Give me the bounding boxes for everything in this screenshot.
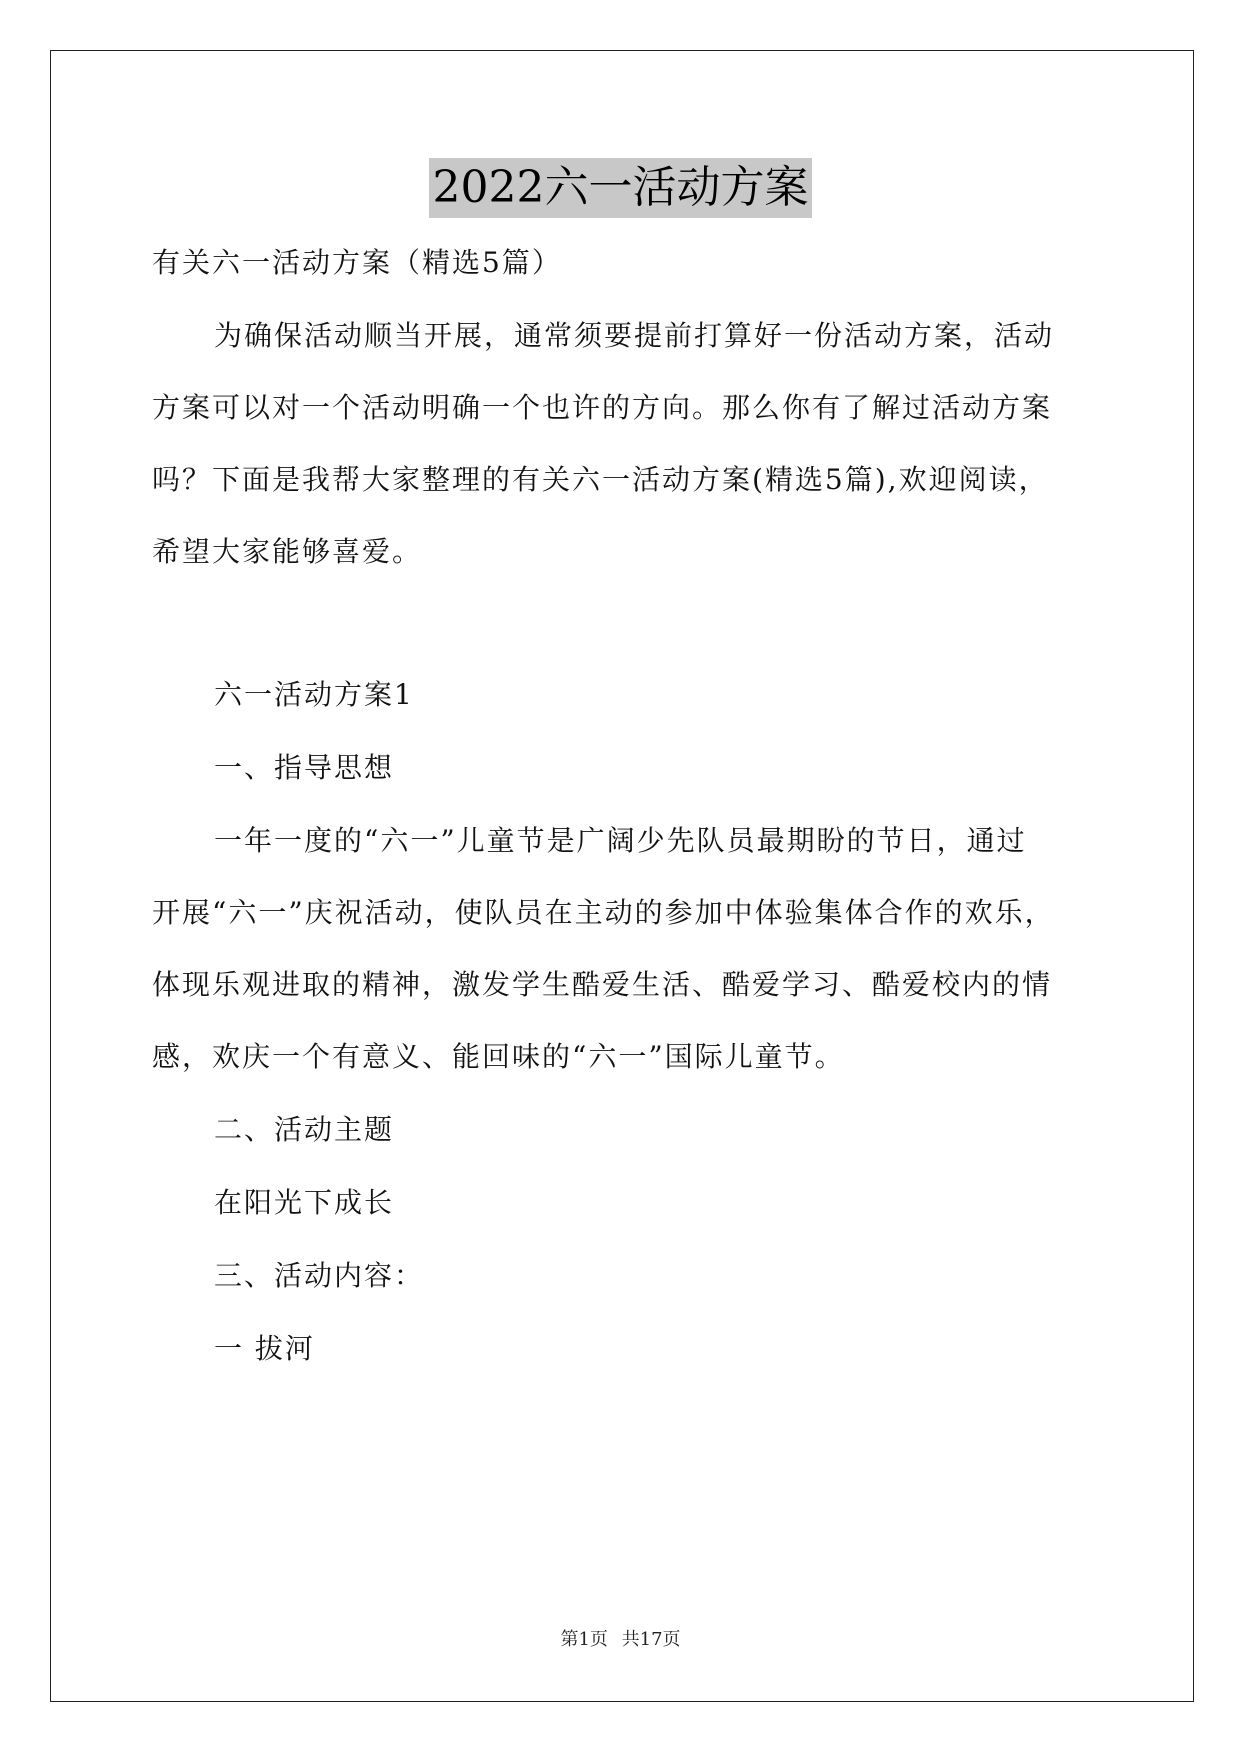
heading-guiding-thought: 一、指导思想 [214,751,395,784]
heading-activity-theme: 二、活动主题 [214,1113,395,1146]
section-title: 六一活动方案1 [214,678,414,711]
activity-item-1: 一 拔河 [214,1332,315,1365]
guide-line-3: 体现乐观进取的精神，激发学生酷爱生活、酷爱学习、酷爱校内的情 [152,968,1053,1001]
page-total: 共17页 [621,1629,681,1650]
page-footer [0,1628,1241,1652]
intro-line-4: 希望大家能够喜爱。 [152,535,423,568]
heading-activity-content: 三、活动内容： [214,1259,425,1292]
guide-line-1: 一年一度的“六一”儿童节是广阔少先队员最期盼的节日，通过 [214,824,1027,857]
title-wrap [0,158,1241,218]
intro-line-1: 为确保活动顺当开展，通常须要提前打算好一份活动方案，活动 [214,319,1055,352]
guide-line-2: 开展“六一”庆祝活动，使队员在主动的参加中体验集体合作的欢乐， [152,896,1055,929]
document-title: 2022六一活动方案 [429,158,813,218]
subtitle: 有关六一活动方案（精选5篇） [152,246,562,279]
activity-theme: 在阳光下成长 [214,1186,395,1219]
page-number: 第1页 [560,1629,608,1650]
guide-line-4: 感，欢庆一个有意义、能回味的“六一”国际儿童节。 [152,1040,845,1073]
intro-line-2: 方案可以对一个活动明确一个也许的方向。那么你有了解过活动方案 [152,391,1053,424]
intro-line-3: 吗？下面是我帮大家整理的有关六一活动方案(精选5篇),欢迎阅读， [152,463,1049,496]
page-border [50,50,1194,1702]
